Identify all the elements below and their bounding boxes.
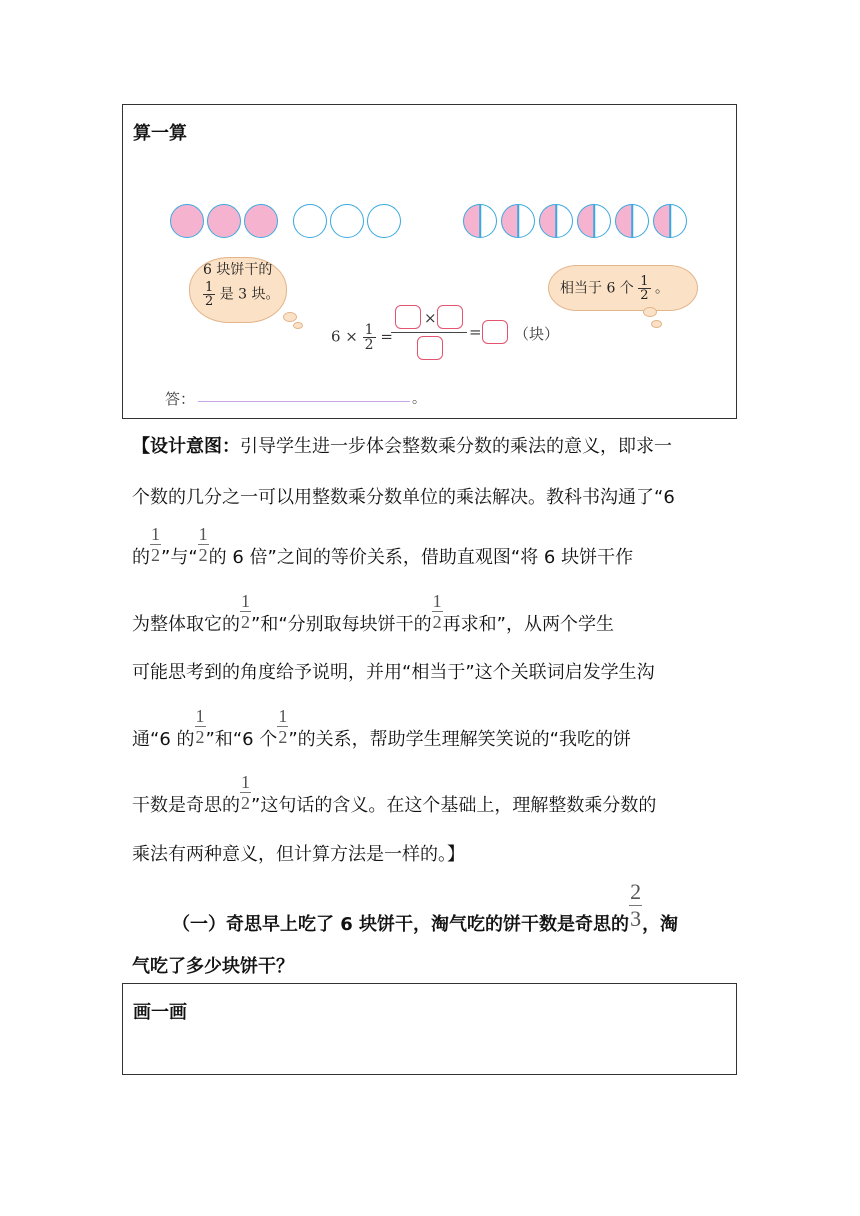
times-sign: × xyxy=(424,309,437,327)
bubble-left-text xyxy=(203,262,280,308)
cookie-circle-half xyxy=(501,204,535,238)
cookie-circle-half xyxy=(539,204,573,238)
fraction-half: $\frac{1}{2}$ xyxy=(640,274,649,303)
bubble-left-line1: 6 块饼干的 xyxy=(203,262,273,278)
draw-box[interactable] xyxy=(122,983,737,1075)
bubble-dot xyxy=(283,312,297,322)
fraction-half: $\frac{1}{2}$ xyxy=(205,279,214,309)
fraction-half: $\frac{1}{2}$ xyxy=(432,590,442,632)
design-intent-line-5: 可能思考到的角度给予说明，并用“相当于”这个关联词启发学生沟 xyxy=(132,662,655,683)
fraction-bar xyxy=(391,332,467,333)
cookie-circle-filled xyxy=(244,204,278,238)
cookie-circle-empty xyxy=(367,204,401,238)
answer-box-denominator[interactable] xyxy=(417,336,443,360)
cookie-circle-empty xyxy=(293,204,327,238)
answer-box-numerator-right[interactable] xyxy=(437,305,463,329)
design-intent-line-8: 乘法有两种意义，但计算方法是一样的。】 xyxy=(132,844,465,865)
answer-box-result[interactable] xyxy=(482,320,508,344)
design-intent-line-4: 为整体取它的 $\frac{1}{2}$ ”和“分别取每块饼干的 $\frac{1}{2}$ 再求和”，从两个学生 xyxy=(132,590,614,635)
equation-lhs: 6 × $\frac{1}{2}$ = xyxy=(331,322,393,353)
design-intent-line-1: 【设计意图：引导学生进一步体会整数乘分数的乘法的意义，即求一 xyxy=(132,436,672,457)
answer-box-numerator-left[interactable] xyxy=(395,305,421,329)
fraction-half: $\frac{1}{2}$ xyxy=(195,705,205,747)
bubble-left-line2: 是 3 块。 xyxy=(219,286,280,303)
bubble-dot xyxy=(643,307,657,317)
answer-label: 答： xyxy=(165,390,196,408)
cookie-circle-half xyxy=(653,204,687,238)
fraction-half: $\frac{1}{2}$ xyxy=(278,705,288,747)
cookie-circle-half xyxy=(577,204,611,238)
cookie-circle-filled xyxy=(207,204,241,238)
fraction-half: $\frac{1}{2}$ xyxy=(241,771,250,813)
fraction-half: $\frac{1}{2}$ xyxy=(151,523,160,565)
bubble-dot xyxy=(293,322,303,329)
answer-input-line[interactable] xyxy=(198,401,410,402)
fraction-half: $\frac{1}{2}$ xyxy=(241,590,250,632)
draw-box-title: 画一画 xyxy=(133,1002,187,1023)
cookie-circle-half xyxy=(615,204,649,238)
design-intent-line-3: 的 $\frac{1}{2}$ ”与“ $\frac{1}{2}$ 的 6 倍”之间的等价关系，借助直观图“将 6 块饼干作 xyxy=(132,523,634,568)
calc-box-title: 算一算 xyxy=(133,123,187,144)
cookie-circle-half xyxy=(463,204,497,238)
design-intent-line-6: 通“6 的 $\frac{1}{2}$ ”和“6 个 $\frac{1}{2}$ ”的关系，帮助学生理解笑笑说的“我吃的饼 xyxy=(132,705,631,750)
design-intent-line-7: 干数是奇思的 $\frac{1}{2}$ ”这句话的含义。在这个基础上，理解整数乘分数的 xyxy=(132,771,657,816)
fraction-half: $\frac{1}{2}$ xyxy=(364,322,374,353)
fraction-two-thirds: $\frac{2}{3}$ xyxy=(630,878,642,931)
design-intent-line-2: 个数的几分之一可以用整数乘分数单位的乘法解决。教科书沟通了“6 xyxy=(132,487,675,508)
bubble-right-text: 相当于 6 个 $\frac{1}{2}$ 。 xyxy=(560,274,669,303)
task-line-2: 气吃了多少块饼干？ xyxy=(132,956,294,977)
calc-box xyxy=(122,104,737,419)
cookie-circle-empty xyxy=(330,204,364,238)
bubble-dot xyxy=(651,320,662,328)
unit-label: （块） xyxy=(514,325,560,343)
equals-sign: = xyxy=(469,323,482,341)
fraction-half: $\frac{1}{2}$ xyxy=(198,523,208,565)
task-line-1: （一）奇思早上吃了 6 块饼干，淘气吃的饼干数是奇思的 $\frac{2}{3}$ ，淘 xyxy=(172,878,679,935)
answer-period: 。 xyxy=(412,391,426,407)
cookie-circle-filled xyxy=(170,204,204,238)
